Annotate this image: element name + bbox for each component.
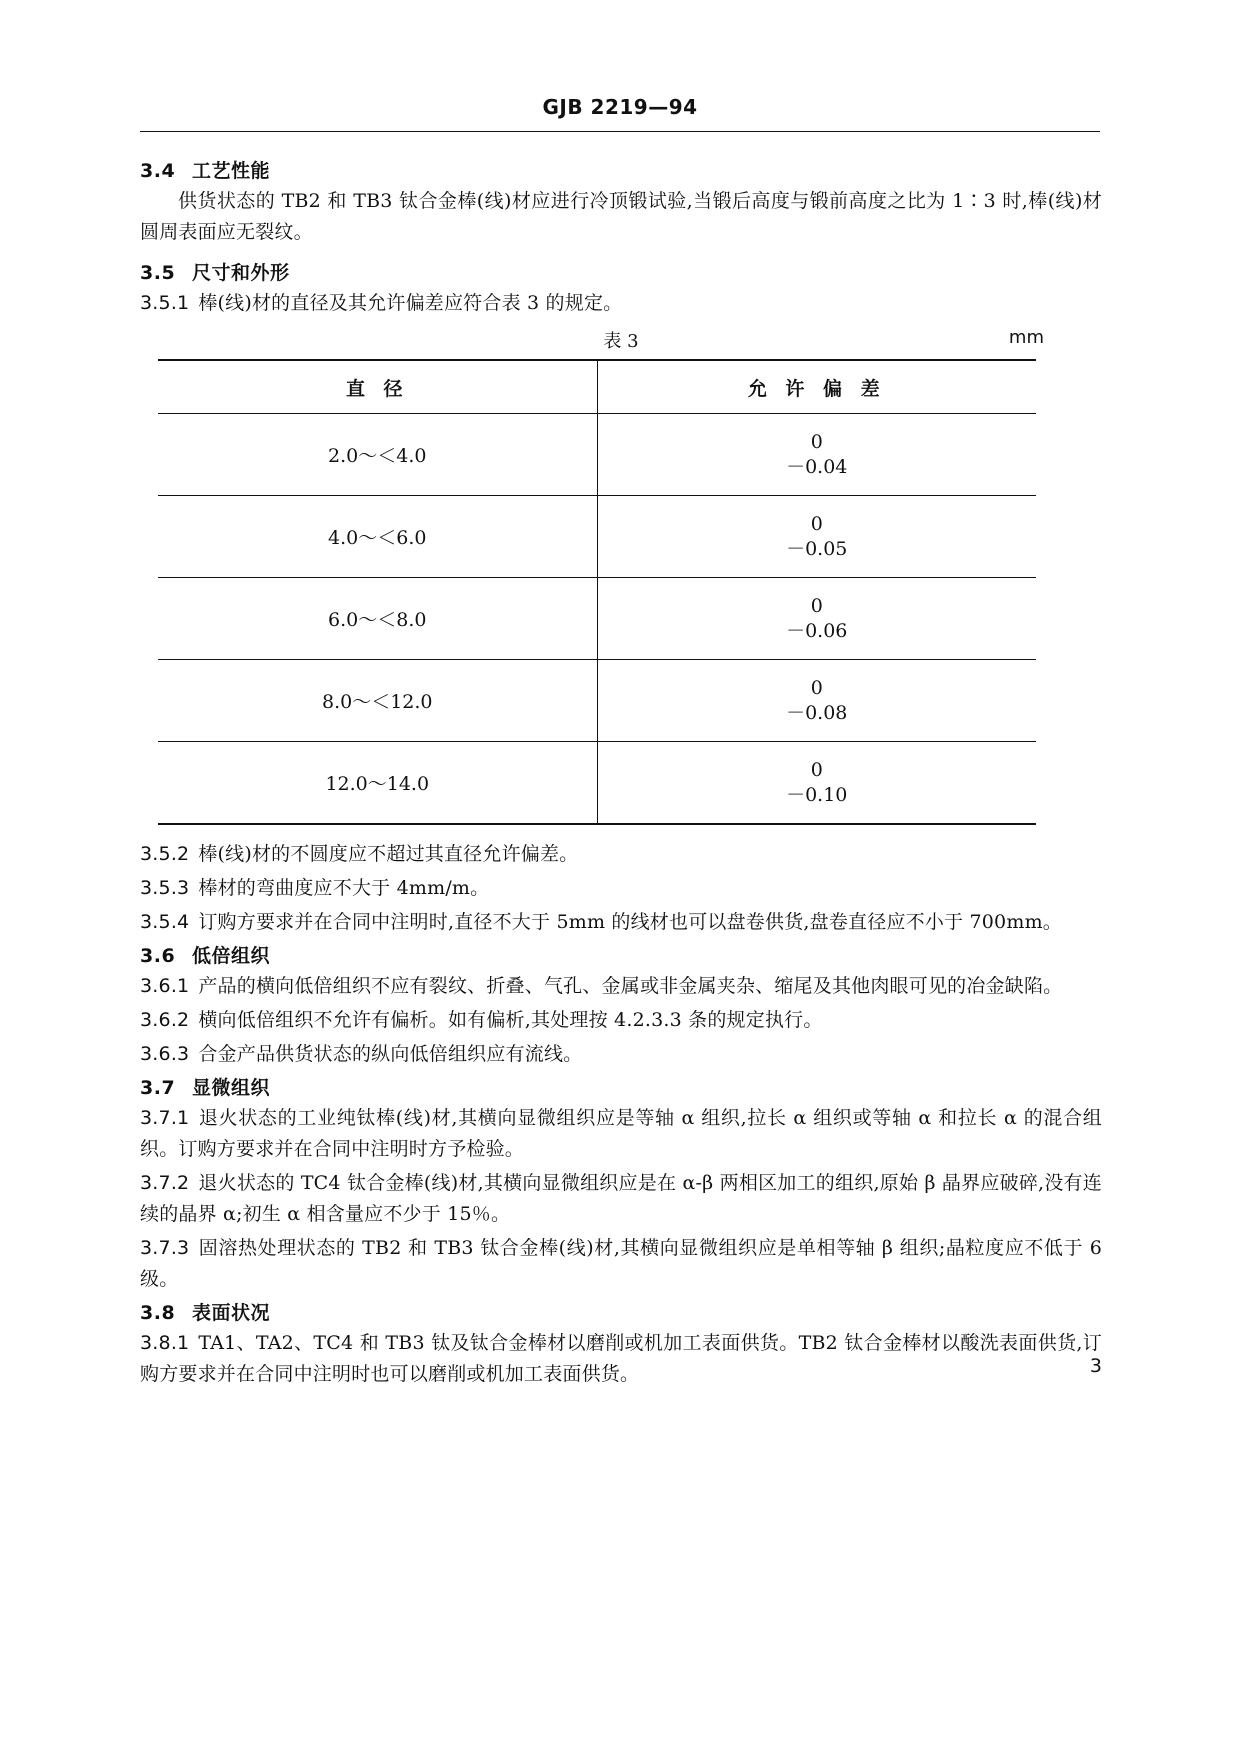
paragraph-3-6-2 bbox=[140, 1005, 1102, 1036]
paragraph-3-5-4 bbox=[140, 907, 1102, 938]
section-title: 尺寸和外形 bbox=[192, 262, 290, 284]
tolerance-upper: 0 bbox=[810, 430, 823, 453]
section-number: 3.6 bbox=[140, 945, 176, 967]
section-heading-3-8 bbox=[140, 1298, 1102, 1325]
table3-col-tolerance: 允 许 偏 差 bbox=[747, 377, 886, 400]
table3-cell-tolerance bbox=[597, 742, 1036, 825]
section-title: 低倍组织 bbox=[192, 945, 271, 967]
paragraph-text: 合金产品供货状态的纵向低倍组织应有流线。 bbox=[198, 1043, 583, 1065]
section-number: 3.7 bbox=[140, 1077, 176, 1099]
paragraph-label: 3.5.3 bbox=[140, 877, 190, 899]
paragraph-3-5-2 bbox=[140, 839, 1102, 870]
paragraph-text: 退火状态的工业纯钛棒(线)材,其横向显微组织应是等轴 α 组织,拉长 α 组织或等轴 α 和拉长 α 的混合组织。订购方要求并在合同中注明时方予检验。 bbox=[140, 1107, 1102, 1160]
paragraph-text: 棒(线)材的直径及其允许偏差应符合表 3 的规定。 bbox=[198, 292, 623, 314]
page-header bbox=[140, 95, 1100, 119]
table3-cell-tolerance bbox=[597, 414, 1036, 496]
table3-cell-diameter: 6.0～＜8.0 bbox=[158, 578, 597, 660]
paragraph-3-5-1 bbox=[140, 288, 1102, 319]
paragraph-text: 横向低倍组织不允许有偏析。如有偏析,其处理按 4.2.3.3 条的规定执行。 bbox=[198, 1009, 823, 1031]
section-heading-3-6 bbox=[140, 941, 1102, 968]
tolerance-lower: －0.10 bbox=[786, 783, 848, 806]
paragraph-text: 退火状态的 TC4 钛合金棒(线)材,其横向显微组织应是在 α-β 两相区加工的组织,原始 β 晶界应破碎,没有连续的晶界 α;初生 α 相含量应不少于 15％。 bbox=[140, 1172, 1102, 1225]
tolerance-lower: －0.05 bbox=[786, 537, 848, 560]
paragraph-text: 棒(线)材的不圆度应不超过其直径允许偏差。 bbox=[198, 843, 579, 865]
standard-code: GJB 2219—94 bbox=[542, 95, 698, 119]
paragraph-3-5-3 bbox=[140, 873, 1102, 904]
table3-unit: mm bbox=[1008, 327, 1044, 348]
table3-col-diameter: 直 径 bbox=[158, 360, 597, 414]
table3-cell-tolerance bbox=[597, 496, 1036, 578]
section-title: 表面状况 bbox=[192, 1302, 271, 1324]
paragraph-text: TA1、TA2、TC4 和 TB3 钛及钛合金棒材以磨削或机加工表面供货。TB2 钛合金棒材以酸洗表面供货,订购方要求并在合同中注明时也可以磨削或机加工表面供货。 bbox=[140, 1332, 1102, 1385]
paragraph-label: 3.5.1 bbox=[140, 292, 190, 314]
table-row bbox=[158, 496, 1036, 578]
section-number: 3.4 bbox=[140, 160, 176, 182]
paragraph-label: 3.5.2 bbox=[140, 843, 190, 865]
table3-cell-diameter: 12.0～14.0 bbox=[158, 742, 597, 825]
paragraph-3-7-3 bbox=[140, 1233, 1102, 1295]
paragraph-3-6-3 bbox=[140, 1039, 1102, 1070]
paragraph-label: 3.6.1 bbox=[140, 975, 190, 997]
tolerance-lower: －0.04 bbox=[786, 455, 848, 478]
section-number: 3.5 bbox=[140, 262, 176, 284]
section-heading-3-5 bbox=[140, 258, 1102, 285]
table-row bbox=[158, 414, 1036, 496]
paragraph-label: 3.6.2 bbox=[140, 1009, 190, 1031]
paragraph-text: 订购方要求并在合同中注明时,直径不大于 5mm 的线材也可以盘卷供货,盘卷直径应不小于 700mm。 bbox=[198, 911, 1062, 933]
table3-cell-diameter: 8.0～＜12.0 bbox=[158, 660, 597, 742]
tolerance-upper: 0 bbox=[810, 676, 823, 699]
section-number: 3.8 bbox=[140, 1302, 176, 1324]
paragraph-3-6-1 bbox=[140, 971, 1102, 1002]
table-row bbox=[158, 578, 1036, 660]
table3-cell-diameter: 4.0～＜6.0 bbox=[158, 496, 597, 578]
table3 bbox=[158, 359, 1036, 825]
table3-header-row bbox=[158, 360, 1036, 414]
table-row bbox=[158, 660, 1036, 742]
table3-caption: 表 3 bbox=[603, 331, 639, 352]
paragraph-label: 3.6.3 bbox=[140, 1043, 190, 1065]
tolerance-lower: －0.08 bbox=[786, 701, 848, 724]
paragraph-3-7-2 bbox=[140, 1168, 1102, 1230]
page-number: 3 bbox=[1089, 1355, 1102, 1377]
header-divider bbox=[140, 131, 1100, 132]
paragraph-label: 3.8.1 bbox=[140, 1332, 190, 1354]
tolerance-lower: －0.06 bbox=[786, 619, 848, 642]
paragraph-3-7-1 bbox=[140, 1103, 1102, 1165]
paragraph-label: 3.7.1 bbox=[140, 1107, 190, 1129]
tolerance-upper: 0 bbox=[810, 594, 823, 617]
section-heading-3-7 bbox=[140, 1073, 1102, 1100]
paragraph-label: 3.7.3 bbox=[140, 1237, 190, 1259]
section-heading-3-4 bbox=[140, 156, 1102, 183]
table3-cell-tolerance bbox=[597, 578, 1036, 660]
paragraph-text: 产品的横向低倍组织不应有裂纹、折叠、气孔、金属或非金属夹杂、缩尾及其他肉眼可见的冶金缺陷。 bbox=[198, 975, 1063, 997]
tolerance-upper: 0 bbox=[810, 512, 823, 535]
paragraph-text: 棒材的弯曲度应不大于 4mm/m。 bbox=[198, 877, 490, 899]
paragraph-label: 3.7.2 bbox=[140, 1172, 190, 1194]
paragraph-3-4-body: 供货状态的 TB2 和 TB3 钛合金棒(线)材应进行冷顶锻试验,当锻后高度与锻前高度之比为 1∶3 时,棒(线)材圆周表面应无裂纹。 bbox=[140, 190, 1102, 243]
paragraph-text: 固溶热处理状态的 TB2 和 TB3 钛合金棒(线)材,其横向显微组织应是单相等轴 β 组织;晶粒度应不低于 6 级。 bbox=[140, 1237, 1102, 1290]
tolerance-upper: 0 bbox=[810, 758, 823, 781]
paragraph-label: 3.5.4 bbox=[140, 911, 190, 933]
table3-cell-tolerance bbox=[597, 660, 1036, 742]
table3-caption-row bbox=[140, 327, 1102, 357]
section-title: 显微组织 bbox=[192, 1077, 271, 1099]
document-content bbox=[140, 146, 1102, 1393]
table-row bbox=[158, 742, 1036, 825]
table3-cell-diameter: 2.0～＜4.0 bbox=[158, 414, 597, 496]
section-title: 工艺性能 bbox=[192, 160, 271, 182]
